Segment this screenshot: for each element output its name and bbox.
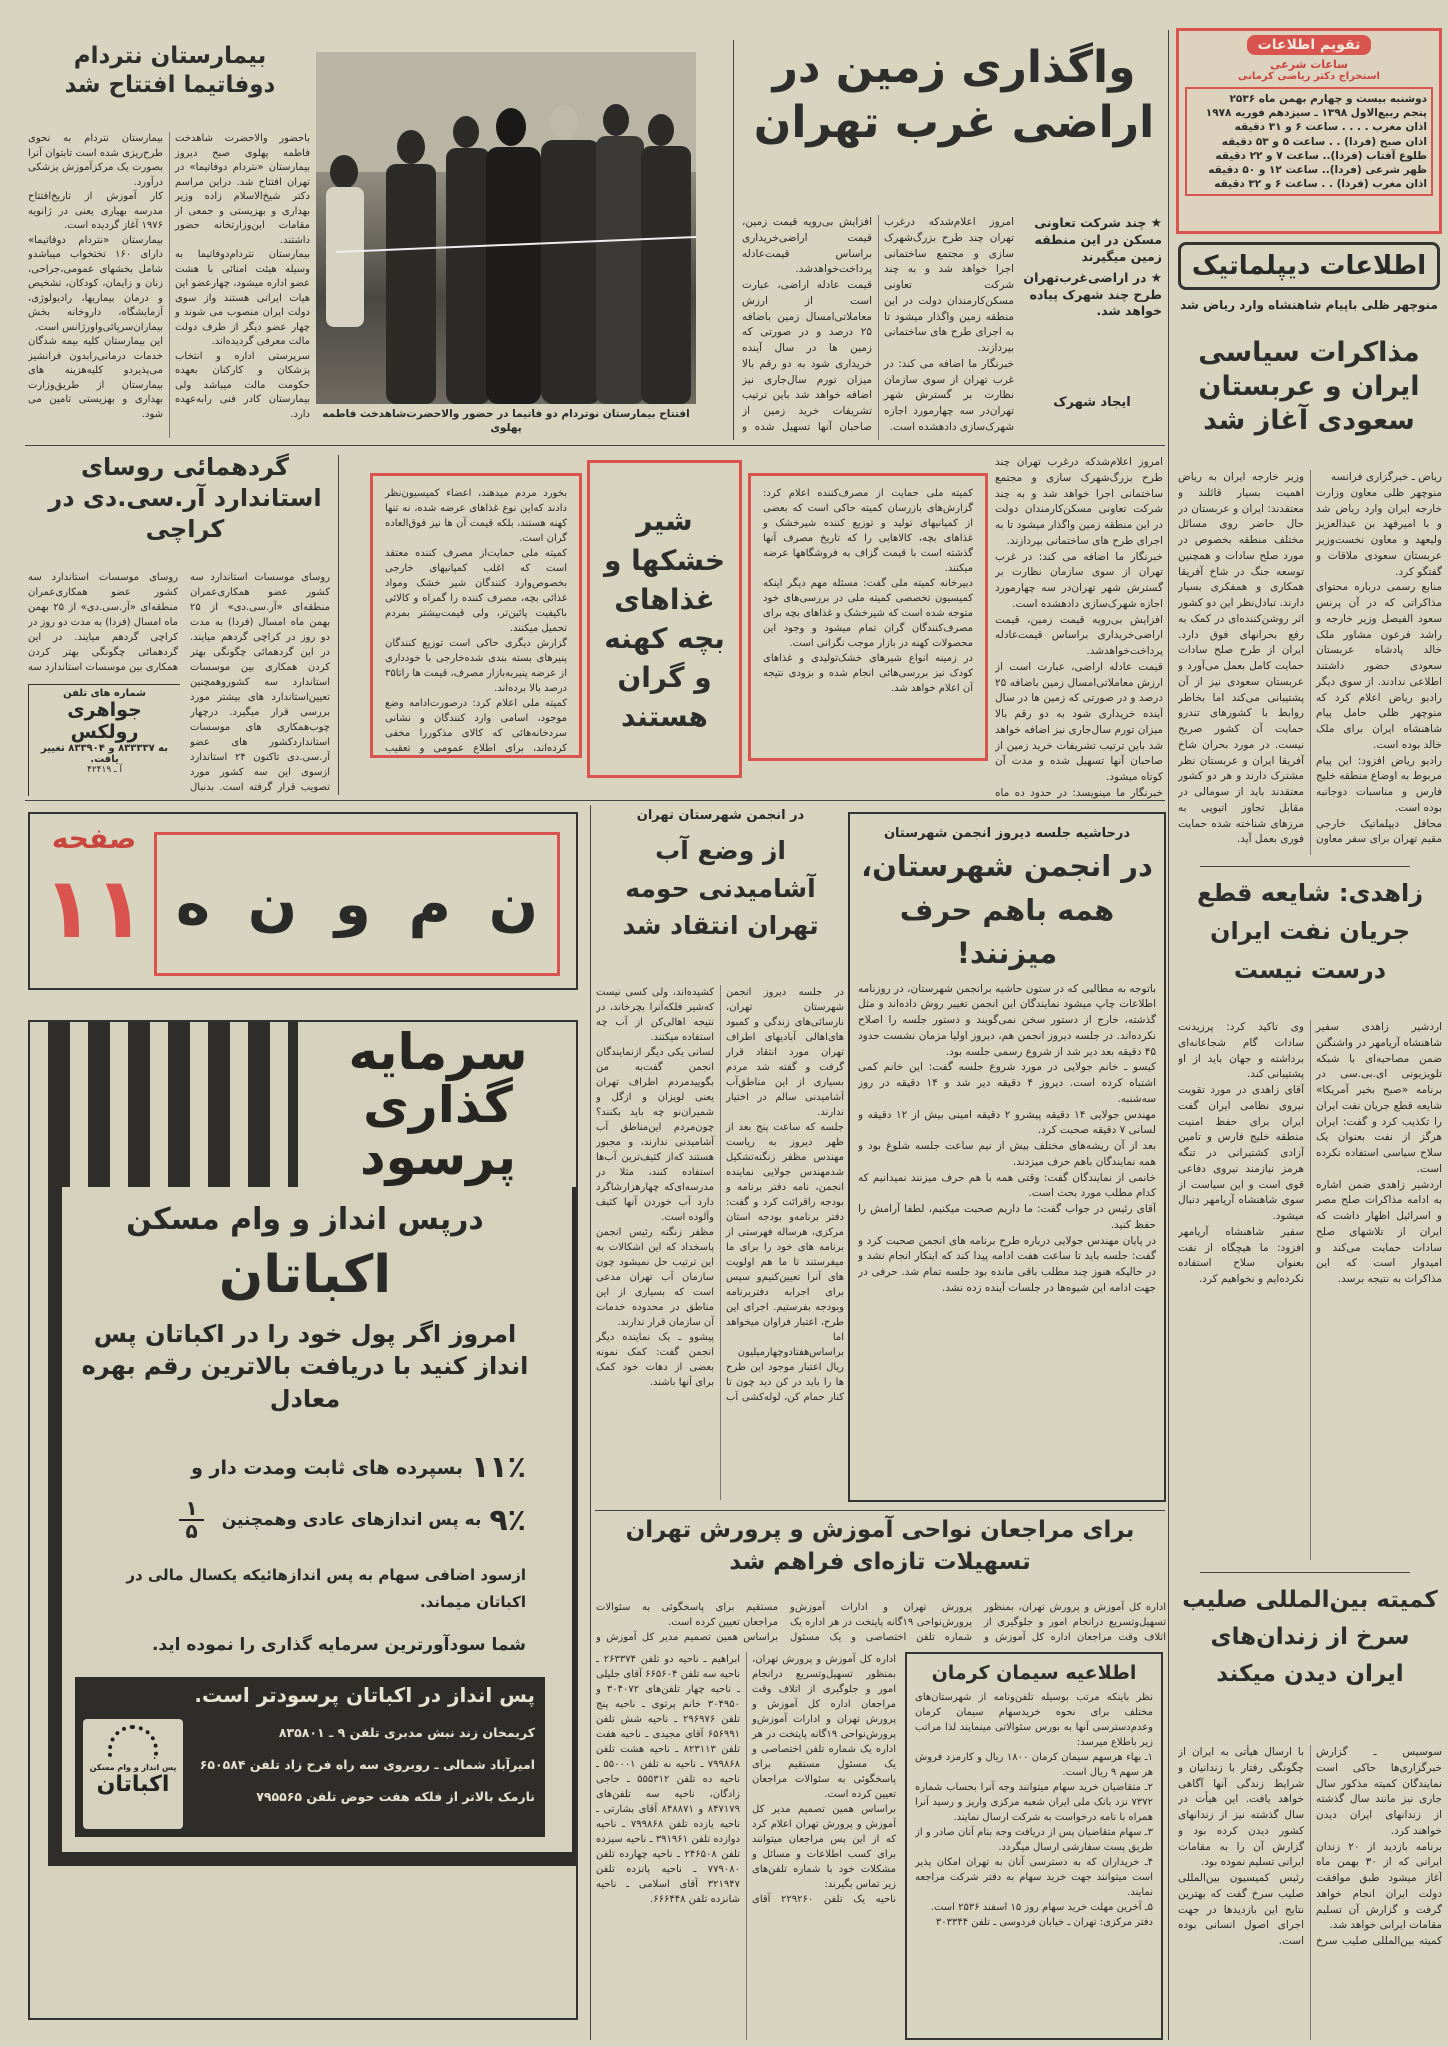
sample-letters (154, 832, 560, 976)
ad-line4: شما سودآورترین سرمایه گذاری را نموده اید. (151, 1635, 526, 1655)
divider (595, 1510, 1165, 1511)
calendar-author: استخراج دکتر ریاضی کرمانی (1237, 71, 1380, 82)
ad-rate-1 (191, 1450, 526, 1485)
land-subhead: ایجاد شهرک (1053, 395, 1131, 410)
photo-caption: افتتاح بیمارستان نوتردام دو فاتیما در حضور والاحضرت‌شاهدخت فاطمه پهلوی (322, 408, 690, 434)
rate-text: به پس اندازهای عادی وهمچنین (221, 1510, 482, 1530)
land-bullet (1022, 270, 1162, 321)
page-label: صفحه (51, 822, 137, 855)
water-headline: از وضع آب آشامیدنی حومه تهران انتقاد شد (622, 836, 819, 940)
water-kicker: در انجمن شهرستان تهران (636, 808, 805, 823)
rate-value: ۹٪ (489, 1502, 526, 1538)
rate-value: ۱۱٪ (471, 1450, 526, 1485)
ad-footer-title: پس انداز در اکباتان پرسودتر است. (194, 1683, 535, 1707)
divider (1200, 1572, 1410, 1573)
education-body: اداره کل آموزش و پرورش تهران، بمنظور تسهیل‌وتسریع درانجام امور و جلوگیری از اتلاف وقت مراجعان اداره کل آموزش و پرورش تهران و ادارات آموزش‌و پرورش‌نواحی ۱۹گانه پایتخت در هر اداره یک شماره تلفن اختصاصی و یک مسئول مستقیم برای پاسخگوئی به سئوالات مراجعان تعیین کرده است. براساس همین تصمیم مدیر کل آموزش و (596, 1602, 1166, 1643)
land-body: امروز اعلام‌شدکه درغرب تهران چند طرح بزرگ‌شهرک سازی و مجتمع ساختمانی اجرا خواهد شد و به چند شرکت تعاونی مسکن‌کارمندان دولت در این منطقه زمین واگذار میشود تا به اجرای طرح های ساختمانی بپردازند. خبرنگار ما اضافه می کند: در غرب تهران از سوی سازمان نظارت بر گسترش شهر تهران‌در سه چهارمورد اجازه شهرک‌سازی دادهشده است. افزایش بی‌رویه قیمت زمین، قیمت اراضی‌خریداری براساس قیمت‌عادله پرداخت‌خواهدشد. قیمت عادله اراضی، عبارت است از ارزش معاملاتی‌امسال زمین باضافه ۲۵ درصد و در صورتی که زمین ها در سال آینده خریداری شود به دو رقم بالا میزان تورم سال‌جاری نیز اضافه خواهد شد باین ترتیب تشریفات خرید زمین از صاحبان آنها تسهیل شده و (742, 216, 1014, 433)
rolex-label: شماره های تلفن (63, 688, 146, 699)
karachi-headline: گردهمائی روسای استاندارد آر.سی.دی در کراچی (48, 453, 322, 544)
hospital-opening-photo (316, 52, 696, 404)
ad-address: کریمخان زند نبش مدبری تلفن ۹ ـ ۸۳۵۸۰۱ (278, 1725, 535, 1740)
ekbatan-ad (28, 1020, 578, 2020)
column-rule (733, 40, 734, 440)
kerman-headline: اطلاعیه سیمان کرمان (931, 1662, 1137, 1684)
anjoman-box (848, 812, 1166, 1502)
ad-rate-2 (179, 1498, 526, 1542)
prayer-time: طلوع آفتاب (فردا).. ساعت ۷ و ۲۲ دقیقه (1215, 149, 1427, 162)
diplomatic-banner: اطلاعات دیپلماتیک (1178, 242, 1440, 290)
milk-headline-box (587, 460, 742, 778)
column-rule (1168, 30, 1169, 2040)
column-rule (338, 455, 339, 795)
fraction-denominator: ۵ (185, 1519, 198, 1543)
kerman-body: نظر باینکه مرتب بوسیله تلفن‌ونامه از شهرستان‌های مختلف برای نحوه خریدسهام سیمان کرمان وعدم‌دسترسی آنها به بورس سئوالاتی مینمایند لذا مراتب زیر باطلاع میرسد: ۱ـ بهاء هرسهم سیمان کرمان ۱۸۰۰ ریال و کارمزد فروش هر سهم ۹ ریال است. ۲ـ متقاضیان خرید سهام میتوانند وجه آنرا بحساب شماره ۷۳۷۲ نزد بانک ملی ایران شعبه مرکزی واریز و رسید آنرا همراه با نامه درخواست به شرکت ارسال نمایند. ۳ـ سهام متقاضیان پس از دریافت وجه بنام آنان صادر و از طریق پست سفارشی ارسال میگردد. ۴ـ خریداران که به دسترسی آنان به تهران امکان پذیر است میتوانند جهت خرید سهام به دفتر شرکت مراجعه نمایند. ۵ـ آخرین مهلت خرید سهام روز ۱۵ اسفند ۲۵۳۶ است. دفتر مرکزی: تهران ـ خیابان فردوسی ـ تلفن ۳۰۳۳۴۴ (915, 1691, 1153, 1928)
star-icon: ★ (1146, 269, 1162, 285)
education-body-lower: اداره کل آموزش و پرورش تهران، بمنظور تسهیل‌وتسریع درانجام امور و جلوگیری از اتلاف وقت مراجعان اداره کل آموزش و پرورش تهران و ادارات آموزش‌و پرورش‌نواحی ۱۹گانه پایتخت در هر اداره یک شماره تلفن اختصاصی و یک مسئول مستقیم برای پاسخگوئی به سئوالات مراجعان تعیین کرده است. براساس همین تصمیم مدیر کل آموزش و پرورش تهران اعلام کرد که از این پس مراجعان میتوانند برای کسب اطلاعات و مسائل و مشکلات خود با شماره تلفن‌های زیر تماس بگیرند: ناحیه یک تلفن ۲۲۹۲۶۰ آقای ابراهیم ـ ناحیه دو تلفن ۲۶۳۳۷۴ ـ ناحیه سه تلفن ۶۶۵۶۰۴ آقای جلیلی ـ ناحیه چهار تلفن‌های ۳۰۴۰۷۲ و ۳۰۴۹۵۰ خانم پرتوی ـ ناحیه پنج تلفن ۲۹۶۹۷۶ ـ ناحیه شش تلفن ۶۵۶۹۹۱ آقای مجیدی ـ ناحیه هفت تلفن ۸۲۳۱۱۳ ـ ناحیه هشت تلفن ۷۹۹۸۶۸ ـ ناحیه نه تلفن ۵۵۰۰۰۱ ـ ناحیه ده تلفن ۵۵۵۳۱۲ ـ حاجی زادگان، ناحیه سه تلفن‌های ۸۴۷۱۷۹ و ۸۴۸۸۷۱ آقای بشارتی ـ ناحیه یازده تلفن ۷۹۹۸۶۸ ـ ناحیه دوازده تلفن ۳۹۱۹۶۱ ـ ناحیه سیزده تلفن ۲۴۶۵۰۸ ـ ناحیه چهارده تلفن ۷۷۹۰۸۰ ـ ناحیه پانزده تلفن ۳۲۱۹۴۷ آقای اسلامی ـ ناحیه شانزده تلفن ۶۶۶۴۴۸. (596, 1654, 896, 1905)
calendar-subtitle: ساعات شرعی (1270, 58, 1348, 71)
calendar-title: تقویم اطلاعات (1247, 35, 1371, 55)
zahedi-body: اردشیر زاهدی سفیر شاهنشاه آریامهر در واشنگتن ضمن مصاحبه‌ای با شبکه تلویزیونی ای.بی.سی در برنامه «صبح بخیر آمریکا» شایعه قطع جریان نفت ایران را تکذیب کرد و گفت: ایران هرگز از نفت بعنوان یک سلاح سیاسی استفاده نکرده است. اردشیر زاهدی ضمن اشاره به ادامه مذاکرات صلح مصر و اسرائیل اظهار داشت که ایران از تلاشهای صلح سادات حمایت می‌کند و امیدوار است که این مذاکرات به نتیجه برسد. وی تاکید کرد: پرزیدنت سادات گام شجاعانه‌ای برداشته و جهان باید از او پشتیبانی کند. آقای زاهدی در مورد تقویت نیروی نظامی ایران گفت ایران برای حفظ امنیت منطقه خلیج فارس و تامین آزادی کشتیرانی در تنگه هرمز نیازمند نیروی دفاعی قوی است و این سیاست از سوی شاهنشاه آریامهر دنبال میشود. سفیر شاهنشاه آریامهر افزود: ما هیچگاه از نفت بعنوان سلاح استفاده نکرده‌ایم و نخواهیم کرد. (1178, 1021, 1442, 1285)
kerman-notice (905, 1652, 1163, 2040)
anjoman-headline: در انجمن شهرستان، همه باهم حرف میزنند! (861, 849, 1153, 970)
diplomatic-headline: مذاکرات سیاسی ایران و عربستان سعودی آغاز شد (1198, 337, 1420, 436)
diplomatic-kicker: منوچهر ظلی باپیام شاهنشاه وارد ریاض شد (1180, 298, 1438, 312)
ad-address: نارمک بالاتر از فلکه هفت حوض تلفن ۷۹۵۵۶۵ (256, 1789, 535, 1804)
water-body: در جلسه دیروز انجمن شهرستان تهران، نارسائی‌های زندگی و کمبود های‌اهالی آبادیهای اطراف تهران مورد انتقاد قرار گرفت و گفته شد مردم بسیاری از این مناطق‌آب آشامیدنی سالم در اختیار ندارند. جلسه که ساعت پنج بعد از ظهر دیروز به ریاست مهندس مظفر زنگنه‌تشکیل شدمهندس جولایی نماینده انجمن، نامه دفتر برنامه و بودجه راقرائت کرد و گفت: دفتر برنامه‌و بودجه استان مرکزی، هرساله فهرستی از برنامه های خود را برای ما میفرستند تا ما هم اولویت های آنرا تعیین‌کنیم‌و سپس برای اجرابه دفتربرنامه وبودجه بفرستیم. اجرای این طرح، اعتبار فراوان میخواهد اما براساس‌هفتادوچهارمیلیون ریال اعتبار موجود این طرح ها را باید در کن دید چون تا کنار حمام کن، لوله‌کشی آب کشیده‌اند، ولی کسی نیست که‌شیر فلکه‌آنرا بچرخاند، در نتیجه اهالی‌کن از آب چه استفاده میکنند. لسانی یکی دیگر ازنمایندگان انجمن گفت‌به من بگوییدمردم اطراف تهران یعنی لویزان و ازگل و شمیران‌نو چه باید بکنند؟ چون‌مردم این‌مناطق آب آشامیدنی ندارند، و مجبور هستند که‌از کثیف‌ترین آب‌ها استفاده کنند، مثلا در مدرسه‌ای‌که چهارهزارشاگرد دارد آب خوردن آنها کثیف وآلوده است. مظفر زنگنه رئیس انجمن پاسخداد که این اشکالات به این ترتیب حل نمیشود چون سازمان آب تهران مدعی است که بسیاری از این مناطق در محدوده خدمات آن سازمان قرار ندارند. پیشوو ـ یک نماینده دیگر انجمن گفت: کمک نمونه بعضی از دهات خود کمک برای آنها باشند. (596, 987, 844, 1403)
letter: و (334, 870, 371, 938)
ekbatan-logo (83, 1719, 183, 1829)
land-body-continued: امروز اعلام‌شدکه درغرب تهران چند طرح بزرگ‌شهرک سازی و مجتمع ساختمانی اجرا خواهد شد و به چند شرکت تعاونی مسکن‌کارمندان دولت در این منطقه زمین واگذار میشود تا به اجرای طرح های ساختمانی بپردازند. خبرنگار ما اضافه می کند: در غرب تهران از سوی سازمان نظارت بر گسترش شهر تهران‌در سه چهارمورد اجازه شهرک‌سازی دادهشده است. افزایش بی‌رویه قیمت زمین، قیمت اراضی‌خریداری براساس قیمت‌عادله پرداخت‌خواهدشد. قیمت عادله اراضی، عبارت است از ارزش معاملاتی‌امسال زمین باضافه ۲۵ درصد و در صورتی که زمین ها در سال آینده خریداری شود به دو رقم بالا میزان تورم سال‌جاری نیز اضافه خواهد شد باین ترتیب تشریفات خرید زمین از صاحبان آنها تسهیل شده و مدت آن کوتاه میشود. خبرنگار ما مینویسد: در حدود ده ماه (995, 456, 1163, 799)
fraction-numerator: ۱ (179, 1498, 203, 1521)
redcross-body: سوسیس ـ گزارش خبرگزاری‌ها حاکی است نمایندگان کمیته مذکور سال جاری نیز مانند سال گذشته از زندانهای ایران دیدن خواهند کرد. برنامه بازدید از ۲۰ زندان ایرانی که از ۳۰ بهمن ماه آغاز میشود طبق موافقت دولت ایران انجام خواهد گرفت و گزارش آن تسلیم مقامات ایرانی خواهد شد. کمیته بین‌المللی صلیب سرخ با ارسال هیأتی به ایران از چگونگی رفتار با زندانیان و شرایط زندگی آنها آگاهی خواهد یافت. این هیأت در سال گذشته نیز از زندانهای کشور دیدن کرده بود و گزارش آن را به مقامات ایرانی تسلیم نموده بود. رئیس کمیسیون بین‌المللی صلیب سرخ گفت که بهترین نتایج این بازدیدها در جهت اجرای اصول انسانی بوده است. (1178, 1746, 1442, 1947)
land-bullets (1022, 215, 1162, 320)
ad-line2: امروز اگر پول خود را در اکباتان پس انداز کنید با دریافت بالاترین رقم بهره معادل (81, 1320, 529, 1413)
hospital-headline: بیمارستان نتردام دوفاتیما افتتاح شد (64, 43, 276, 98)
letter: ه (175, 870, 211, 938)
redcross-headline: کمیته بین‌المللی صلیب سرخ از زندان‌های ایران دیدن میکند (1182, 1587, 1438, 1687)
karachi-body-col2: روسای موسسات استاندارد سه کشور عضو همکاری‌عمران منطقه‌ای «آر.سی.دی» از ۲۵ بهمن ماه امسال (فردا) به مدت دو روز در کراچی گردهم میایند. در این گردهمائی چگونگی بهتر کردن همکاری بین موسسات استاندارد سه (28, 572, 178, 673)
rate-text: بسپرده های ثابت ومدت دار و (191, 1456, 464, 1479)
milk-headline: شیر خشکها و غذاهای بچه کهنه و گران هستند (603, 504, 726, 734)
rolex-ad (28, 684, 180, 796)
letter: ن (247, 870, 298, 938)
bullet-text: چند شرکت تعاونی مسکن در این منطقه زمین میگیرند (1034, 215, 1162, 264)
rolex-phones: به ۸۳۳۳۳۷ و ۸۳۳۹۰۴ تغییر یافت. (40, 743, 168, 765)
zahedi-headline: زاهدی: شایعه قطع جریان نفت ایران درست نیست (1196, 879, 1424, 984)
land-headline: واگذاری زمین در اراضی غرب تهران (753, 42, 1155, 148)
ad-line1: درپس انداز و وام مسکن (126, 1202, 484, 1237)
column-rule (590, 805, 591, 2040)
letter: م (408, 870, 452, 938)
calendar-date: دوشنبه بیست و چهارم بهمن ماه ۲۵۳۶ (1229, 93, 1427, 105)
page-number: ۱۱ (42, 859, 146, 957)
diplomatic-body: ریاض ـ خبرگزاری فرانسه منوچهر ظلی معاون وزارت خارجه ایران وارد ریاض شد و با امیرفهد بن عبدالعزیز ولیعهد و معاون نخست‌وزیر عربستان سعودی ملاقات و گفتگو کرد. منابع رسمی درباره محتوای مذاکراتی که در آن پرنس سعود الفیصل وزیر خارجه و راشد فرعون مشاور ملک خالد پادشاه عربستان سعودی حضور داشتند اطلاعی ندادند. از سوی دیگر رادیو ریاض اعلام کرد که منوچهر ظلی حامل پیام شاهنشاه ایران برای ملک خالد بوده است. رادیو ریاض افزود: این پیام مربوط به اوضاع منطقه خلیج فارس و مناسبات دوجانبه بوده است. محافل دیپلماتیک خارجی مقیم تهران برای سفر معاون وزیر خارجه ایران به ریاض اهمیت بسیار قائلند و معتقدند: ایران و عربستان در حال حاضر روی مسائل مختلف منطقه بخصوص در مورد صلح سادات و همچنین توسعه جنگ در شاخ آفریقا همکاری و همفکری بسیار دارند. تبادل‌نظر این دو کشور اثر روشن‌کننده‌ای در کمک به رفع بحرانهای فوق دارد. ایران از طرح صلح سادات حمایت کامل بعمل می‌آورد و عربستان سعودی نیز از آن پشتیبانی می‌کند اما بخاطر روابط با کشورهای تندرو حمایت آن کشور صریح نیست. در مورد بحران شاخ آفریقا ایران و عربستان نظر مشترک دارند و هر دو کشور معتقدند باید از سومالی در مقابل تجاوز اتیوپی به مرزهای شناخته شده حمایت فوری بعمل آید. (1178, 471, 1442, 846)
logo-caption: پس انداز و وام مسکن (89, 1763, 177, 1772)
ad-stripes (48, 1022, 298, 1187)
divider (25, 445, 1165, 446)
prayer-time: اذان مغرب (فردا) . . ساعت ۶ و ۳۲ دقیقه (1214, 178, 1427, 191)
anjoman-body: باتوجه به مطالبی که در ستون حاشیه برانجمن شهرستان، در روزنامه اطلاعات چاپ میشود نمایندگان این انجمن تغییر روش داده‌اند و مثل گذشته، خارج از دستور سخن نمی‌گویند و دستور جلسه را اصلاح نکرده‌اند. در جلسه دیروز انجمن هم، دیروز اولیا مزمان نشست حدود ۴۵ دقیقه بعد دیر شد از شروع رسمی جلسه بود. کیسو ـ خانم جولایی در مورد شروع جلسه گفت: این خانم کمی اشتباه کرده است. دیروز ۴ دقیقه دیر شد و ۱۴ دقیقه در روز سه‌شنبه. مهندس جولایی ۱۴ دقیقه پیشرو ۲ دقیقه امینی بیش از ۱۲ دقیقه و لسانی ۷ دقیقه صحبت کرد. بعد از آن ریشه‌های مختلف بیش از نیم ساعت جلسه شلوغ بود و همه نمایندگان باهم حرف میزدند. خانمی از نمایندگان گفت: وقتی همه با هم حرف میزنند نمیدانیم که کدام مطلب مورد بحث است. آقای رئیس در جواب گفت: ما داریم صحبت میکنیم، لطفا آرامش را حفظ کنید. در پایان مهندس جولایی درباره طرح برنامه های انجمن صحبت کرد و گفت: جلسه باید تا ساعت هفت ادامه پیدا کند که اینکار انجام نشد و در حالیکه هنوز چند مطلب باقی مانده بود جلسه تمام شد. حرفی در جهت ادامه این شیوه‌ها در جلسات آینده زده نشد. (858, 982, 1156, 1294)
ad-footer (75, 1677, 545, 1837)
calendar-date-hijri: پنجم ربیع‌الاول ۱۳۹۸ ـ سیزدهم فوریه ۱۹۷۸ (1205, 107, 1427, 120)
prayer-times-calendar (1176, 28, 1442, 234)
milk-body-right: کمیته ملی حمایت از مصرف‌کننده اعلام کرد: گزارش‌های بازرسان کمیته حاکی است که بعضی از کمپانیهای تولید و توزیع کننده شیرخشک و غذاهای بچه، کالاهایی را که تاریخ مصرف آنها گذشته است با قیمت گزاف به فروشگاهها عرضه میکنند. دبیرخانه کمیته ملی گفت: مسئله مهم دیگر اینکه کمیسیون تخصصی کمیته ملی در بررسی‌های خود متوجه شده است که شیرخشک و غذاهای بچه برای مصرف‌کنندگان گران تمام میشود و وجود این محصولات کهنه در بازار موجب نگرانی است. در زمینه انواع شیرهای خشک‌تولیدی و غذاهای کودک نیز بررسی‌هائی انجام شده و بزودی نتیجه آن اعلام خواهد شد. (748, 473, 988, 761)
photo-figures (316, 52, 696, 404)
prayer-time: اذان مغرب . . . . ساعت ۶ و ۳۱ دقیقه (1234, 121, 1427, 134)
ad-headline: سرمایه گذاری پرسود (348, 1023, 528, 1186)
rolex-code: آ ـ ۴۲۴۱۹ (86, 765, 123, 775)
rolex-name: جواهری رولکس (67, 699, 142, 743)
ad-address: امیرآباد شمالی ـ روبروی سه راه فرح زاد تلفن ۶۵۰۵۸۴ (199, 1757, 535, 1772)
star-icon: ★ (1146, 215, 1162, 230)
milk-body-left: بخورد مردم میدهند، اعضاء کمیسیون‌نظر دادند که‌این نوع غذاهای عرضه شده، نه تنها کهنه هستند، بلکه قیمت آن ها نیز فوق‌العاده گران است. کمیته ملی حمایت‌از مصرف کننده معتقد است که اغلب کمپانیهای خارجی بخصوص‌وارد کنندگان شیر خشک ومواد غذائی بچه، مصرف کننده را گمراه و کالائی باکیفیت پائین‌تر، ولی قیمت‌بیشتر بمردم تحمیل میکنند. گزارش دیگری حاکی است توزیع کنندگان پنیرهای بسته بندی شده‌خارجی با خودداری از عرضه پنیربه‌بازار مصرف، قیمت ها راتا۳۵ درصد بالا برده‌اند. کمیته ملی اعلام کرد: درصورت‌ادامه وضع موجود، اسامی وارد کنندگان و نشانی سردخانه‌هائی که کالای مذکوررا مخفی کرده‌اند، برای اطلاع عمومی و تعقیب (370, 473, 582, 758)
calendar-times (1185, 87, 1433, 196)
anjoman-kicker: درحاشیه جلسه دیروز انجمن شهرستان (883, 826, 1131, 841)
letter: ن (488, 870, 539, 938)
prayer-time: ظهر شرعی (فردا).. ساعت ۱۲ و ۵۰ دقیقه (1208, 163, 1427, 176)
divider (1200, 866, 1410, 867)
divider (25, 800, 1165, 801)
karachi-body: روسای موسسات استاندارد سه کشور عضو همکاری‌عمران منطقه‌ای «آر.سی.دی» از ۲۵ بهمن ماه امسال (فردا) به مدت دو روز در کراچی گردهم میایند. در این گردهمائی چگونگی بهتر کردن همکاری بین موسسات استاندارد سه کشوروهمچنین تعیین‌استاندارد های بیشتر مورد بررسی قرار میگیرد. درچهار چوب‌همکاری های موسسات استانداردکشور های عضو آر.سی.دی تاکنون ۲۴ استاندارد ازسوی این سه کشور مورد تصویب قرار گرفته است. بدنبال (190, 572, 330, 793)
logo-brand: اکباتان (96, 1772, 170, 1797)
hospital-body: باحضور والاحضرت شاهدخت فاطمه پهلوی صبح دیروز بیمارستان «نتردام دوفاتیما» در تهران افتتاح شد. دراین مراسم دکتر شیخ‌الاسلام زاده وزیر بهداری و بهزیستی و جمعی از مقامات این‌وزارتخانه حضور داشتند. بیمارستان نتردام‌دوفاتیما به وسیله هیئت امنائی با هشت عضو اداره میشود، چهارعضو این هیات ایرانی هستند واز سوی دولت ایران منصوب می شوند و چهار عضو دیگر از طرف دولت مالت معرفی گردیده‌اند. سرپرستی اداره و انتخاب پزشکان و کارکنان بعهده حکومت مالت میباشد ولی بیمارستان کادر فنی رابه‌عهده دارد. بیمارستان نتردام به نحوی طرح‌ریزی شده است تابتوان آنرا بصورت یک مرکزآموزش پزشکی درآورد. کار آموزش از تاریخ‌افتتاح مدرسه بهیاری یعنی در ژانویه ۱۹۷۶ آغاز گردیده است. بیمارستان «نتردام دوفاتیما» دارای ۱۶۰ تختخواب میباشدو شامل بخشهای عمومی،جراحی، زنان و زایمان، کودکان، تشخیص و درمان بیماریها، رادیولوژی، آزمایشگاه، داروخانه بخش بیماران‌سرپائی‌واورژانس است. این بیمارستان کلیه بیمه شدگان خدمات درمانی‌رابدون فرانشیز می‌پذیردو کلیه‌هزینه های بیمارستان از طریق‌وزارت بهداری و بهزیستی تامین می شود. (28, 133, 310, 420)
sun-icon (108, 1725, 158, 1759)
ad-line3: ازسود اضافی سهام به پس اندازهائیکه یکسال مالی در اکباتان میماند. (126, 1566, 526, 1611)
education-headline: برای مراجعان نواحی آموزش و پرورش تهران تسهیلات تازه‌ای فراهم شد (625, 1517, 1135, 1576)
ad-brand: اکباتان (218, 1245, 392, 1305)
prayer-time: اذان صبح (فردا) . . ساعت ۵ و ۵۳ دقیقه (1221, 135, 1427, 148)
bullet-text: در اراضی‌غرب‌تهران طرح چند شهرک پیاده خواهد شد. (1023, 269, 1162, 319)
fraction (179, 1498, 203, 1542)
sample-page-box (28, 812, 578, 990)
land-bullet (1022, 215, 1162, 266)
